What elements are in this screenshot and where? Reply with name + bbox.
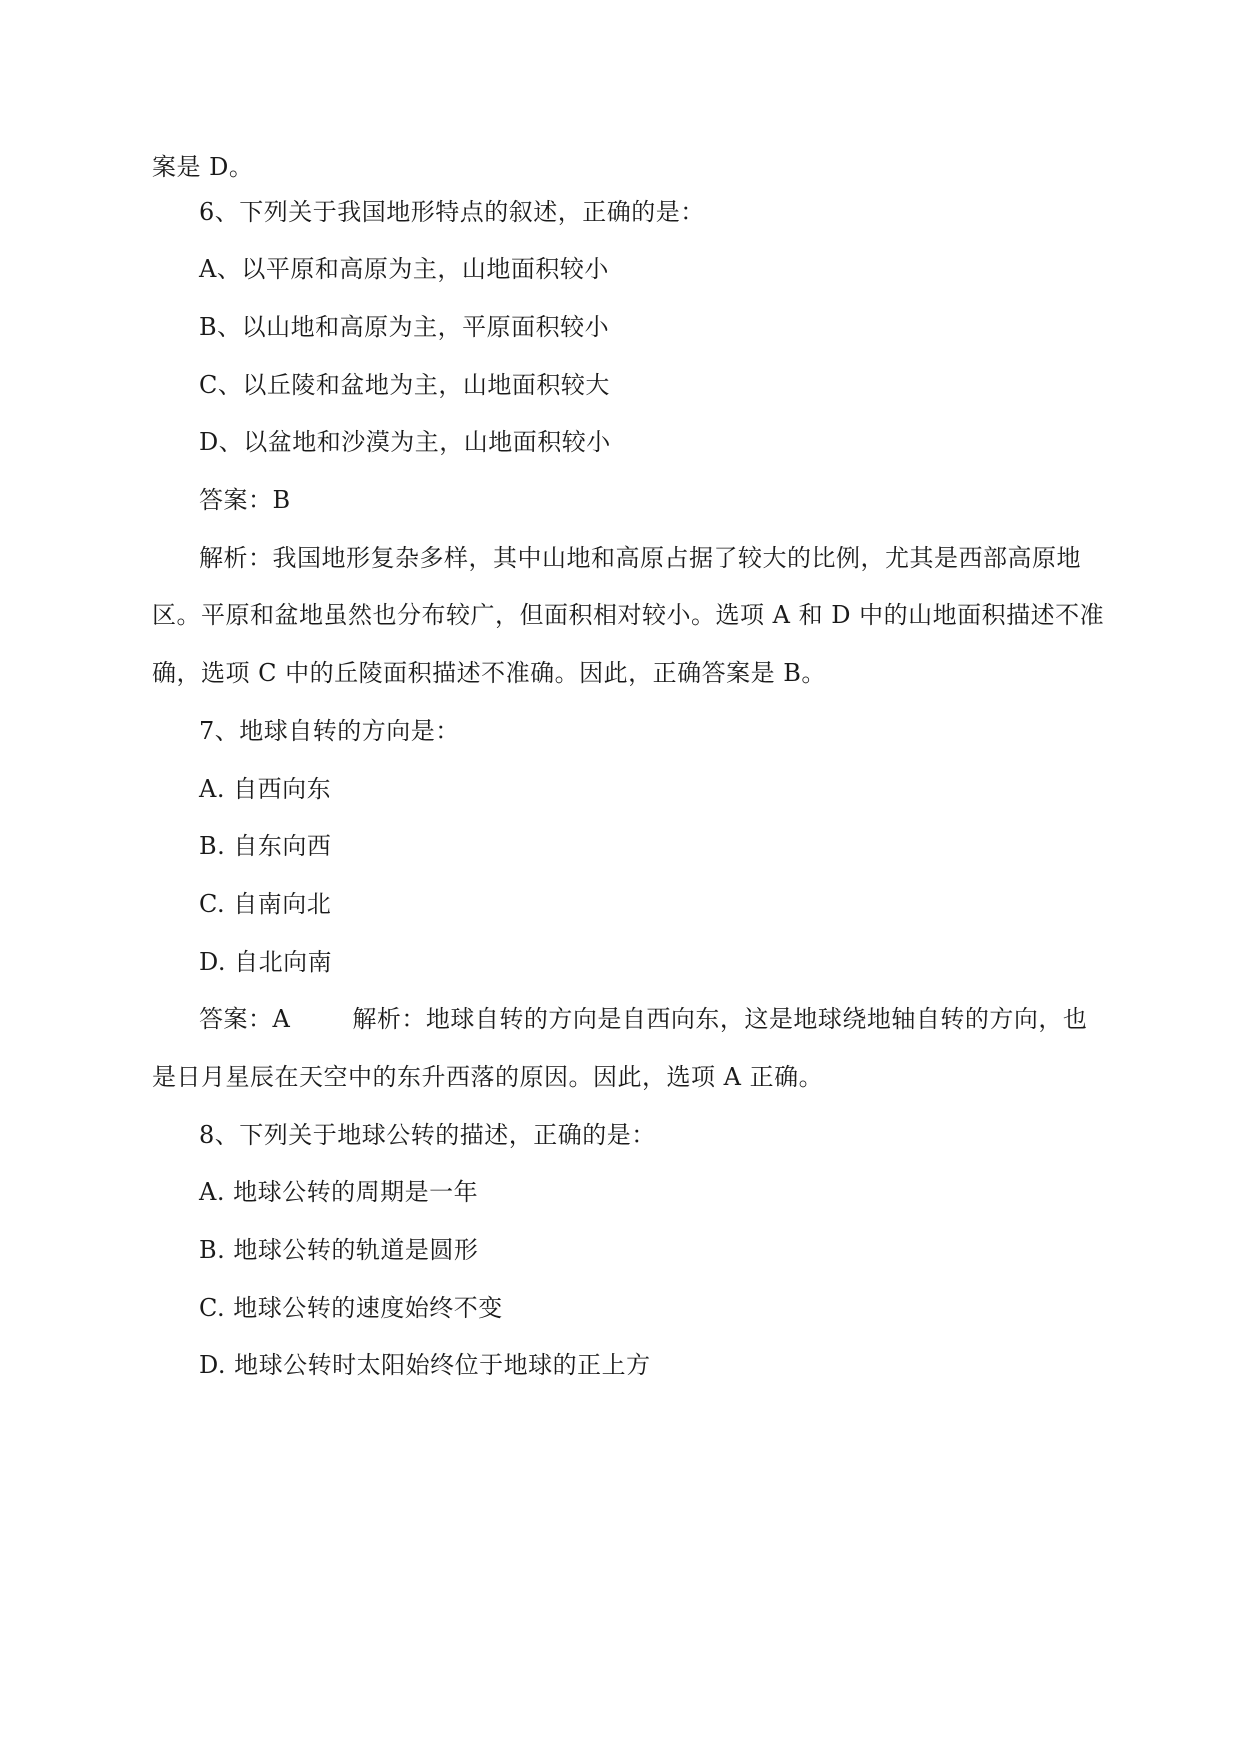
question-7-option-b: B. 自东向西 bbox=[199, 832, 332, 860]
question-8-option-d: D. 地球公转时太阳始终位于地球的正上方 bbox=[199, 1351, 651, 1379]
question-7-explanation-line-1: 解析：地球自转的方向是自西向东，这是地球绕地轴自转的方向，也 bbox=[352, 1005, 1088, 1033]
question-7-answer-line bbox=[199, 1004, 1087, 1034]
question-6-option-c: C、以丘陵和盆地为主，山地面积较大 bbox=[199, 371, 610, 399]
question-8-stem: 8、下列关于地球公转的描述，正确的是： bbox=[199, 1121, 656, 1149]
paragraph-continuation: 案是 D。 bbox=[152, 153, 254, 181]
question-6-option-a: A、以平原和高原为主，山地面积较小 bbox=[199, 255, 609, 283]
question-7-option-a: A. 自西向东 bbox=[199, 775, 332, 803]
question-7-answer: 答案：A bbox=[199, 1005, 291, 1033]
question-6-explanation-line-3: 确，选项 C 中的丘陵面积描述不准确。因此，正确答案是 B。 bbox=[152, 659, 826, 687]
question-6-explanation-line-1: 解析：我国地形复杂多样，其中山地和高原占据了较大的比例，尤其是西部高原地 bbox=[199, 544, 1081, 572]
question-8-option-b: B. 地球公转的轨道是圆形 bbox=[199, 1236, 479, 1264]
question-6-option-d: D、以盆地和沙漠为主，山地面积较小 bbox=[199, 428, 611, 456]
question-6-explanation-line-2: 区。平原和盆地虽然也分布较广，但面积相对较小。选项 A 和 D 中的山地面积描述不准 bbox=[152, 601, 1105, 629]
question-8-option-a: A. 地球公转的周期是一年 bbox=[199, 1178, 479, 1206]
question-6-option-b: B、以山地和高原为主，平原面积较小 bbox=[199, 313, 610, 341]
question-6-answer: 答案：B bbox=[199, 486, 291, 514]
question-7-explanation-line-2: 是日月星辰在天空中的东升西落的原因。因此，选项 A 正确。 bbox=[152, 1063, 824, 1091]
question-8-option-c: C. 地球公转的速度始终不变 bbox=[199, 1294, 503, 1322]
question-7-option-d: D. 自北向南 bbox=[199, 948, 333, 976]
question-7-stem: 7、地球自转的方向是： bbox=[199, 717, 460, 745]
question-6-stem: 6、下列关于我国地形特点的叙述，正确的是： bbox=[199, 198, 705, 226]
question-7-option-c: C. 自南向北 bbox=[199, 890, 332, 918]
